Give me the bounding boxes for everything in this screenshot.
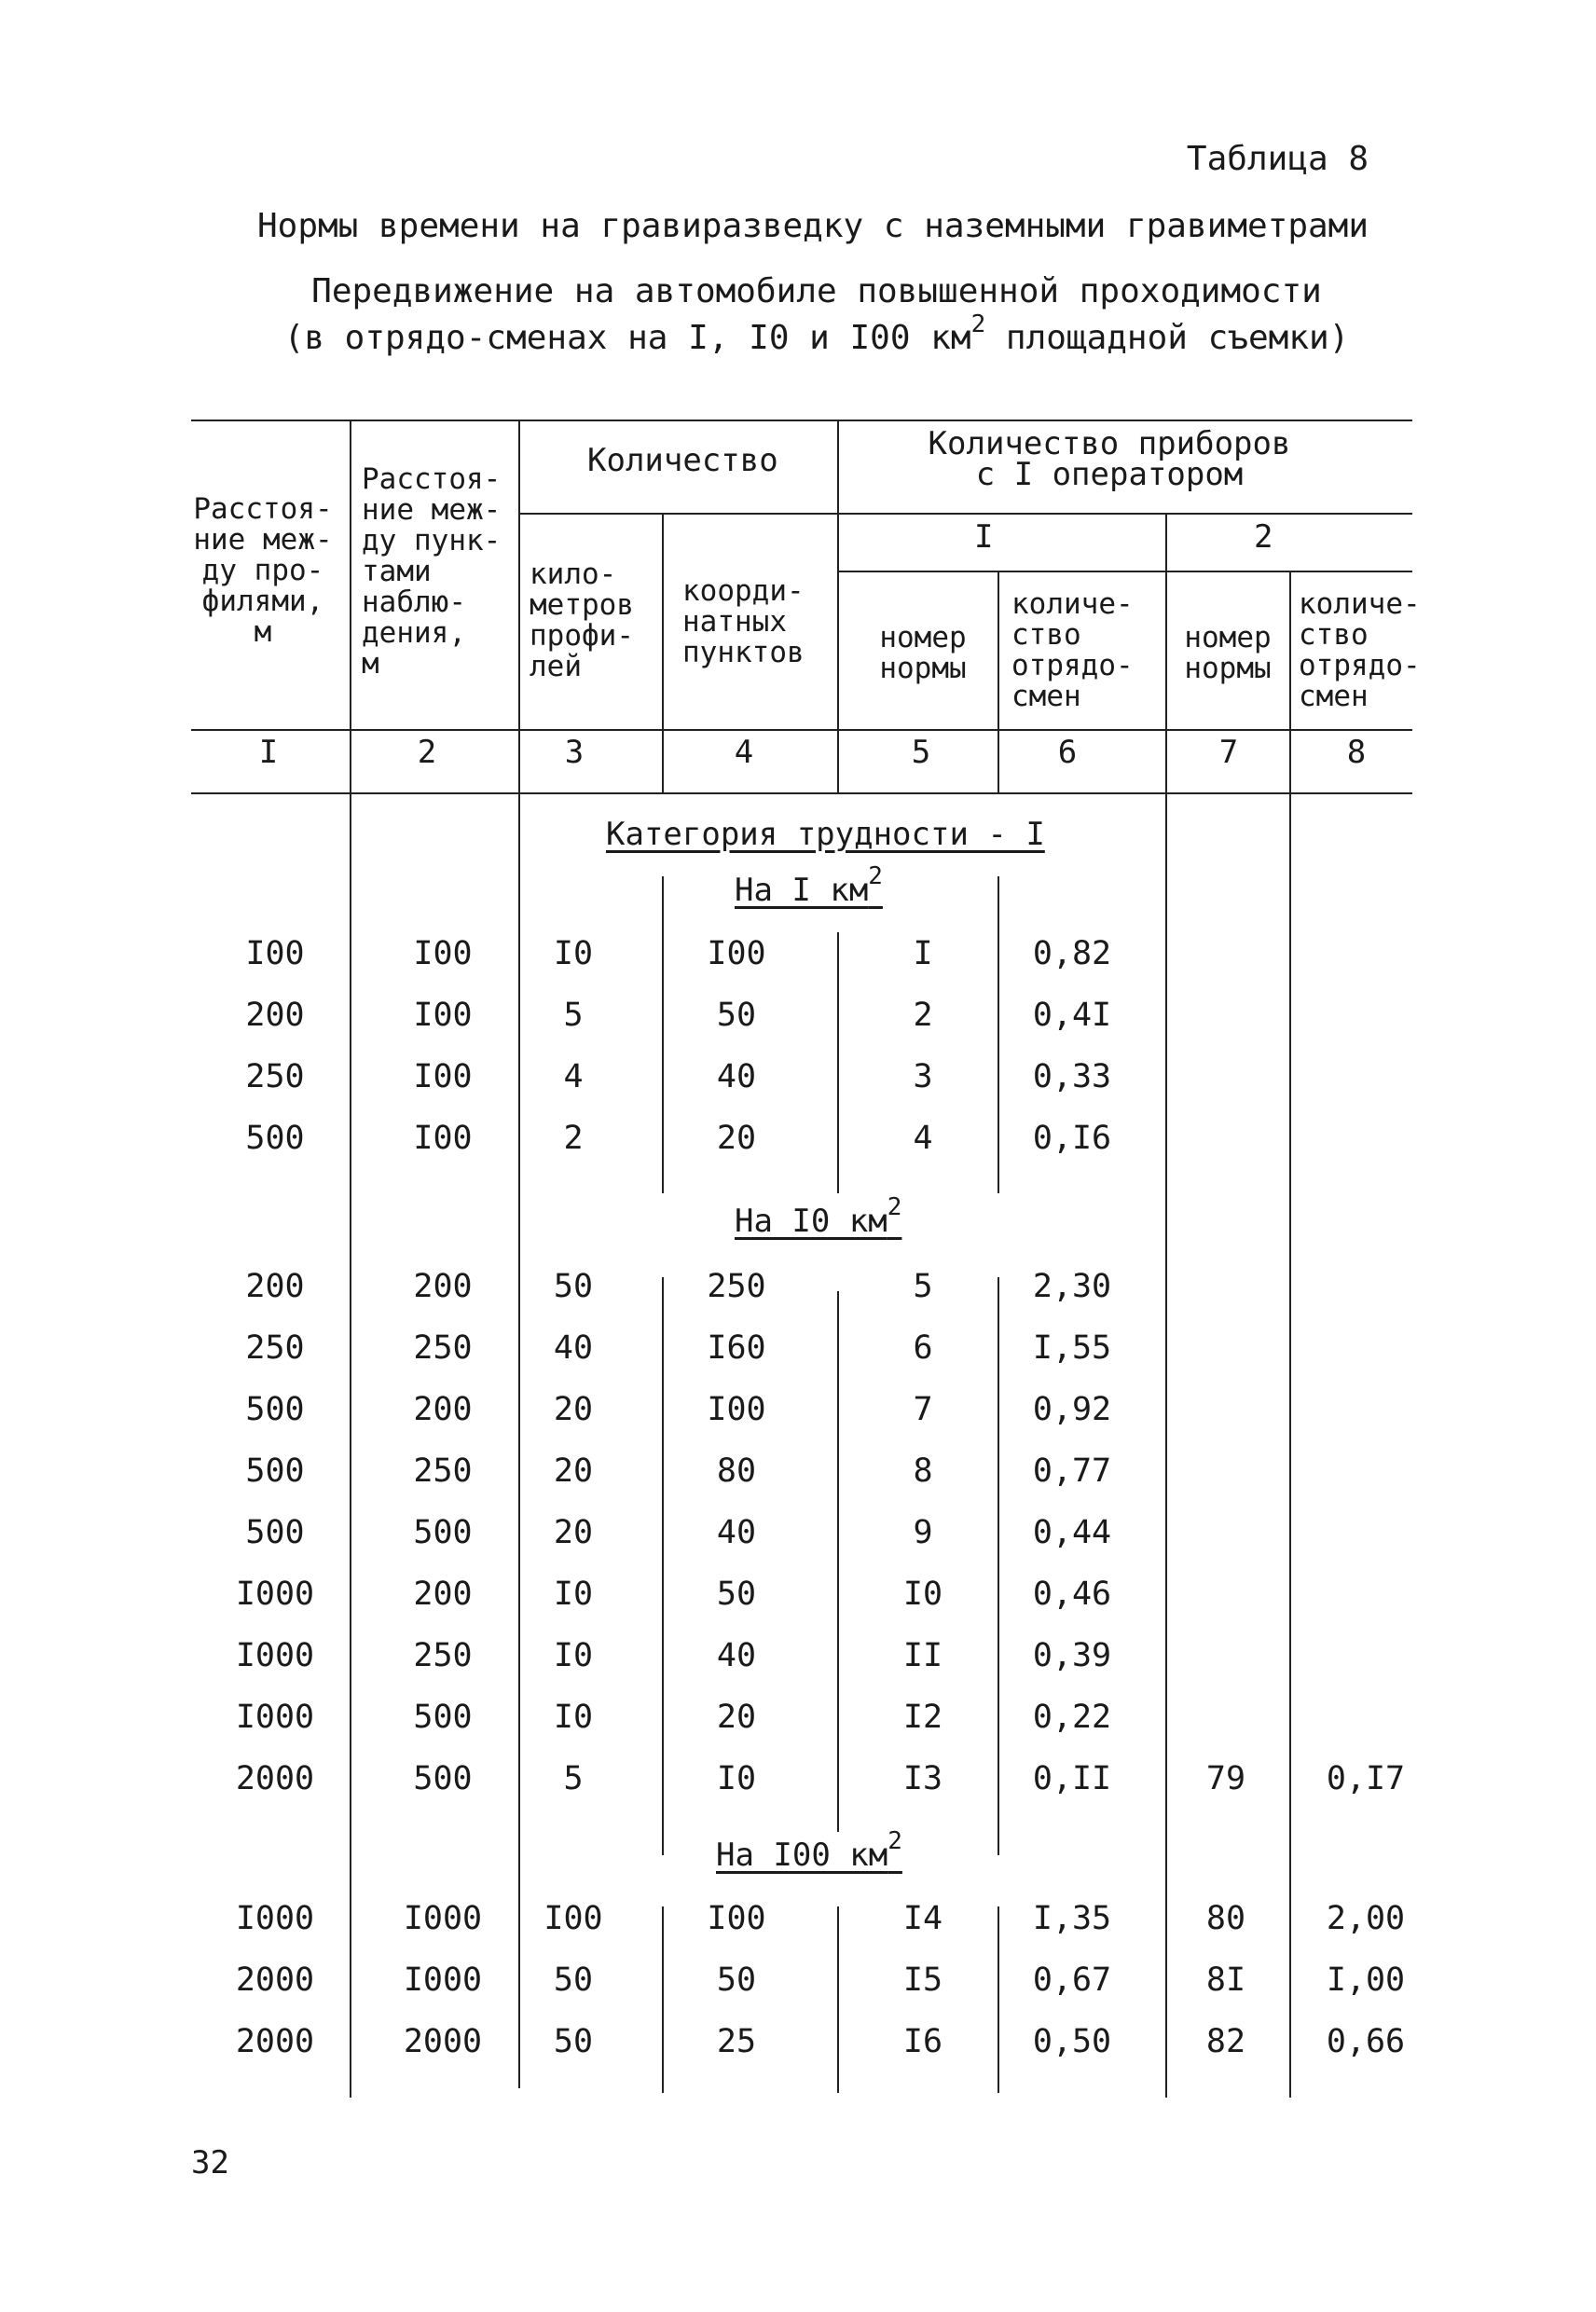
table-cell-col4: 40 <box>716 1514 757 1551</box>
header-col4-line: натных <box>682 605 787 639</box>
header-group1: I <box>974 518 994 556</box>
table-cell-col4: 250 <box>707 1268 766 1305</box>
table-subtitle-line2 <box>19 310 1596 357</box>
table-cell-col1: 2000 <box>235 1961 315 1999</box>
table-cell-col4: 80 <box>716 1452 757 1490</box>
section-label <box>735 862 883 909</box>
header-group2: 2 <box>1254 518 1273 556</box>
table-cell-col5: 6 <box>913 1329 933 1367</box>
table-cell-col6: 0,44 <box>1032 1514 1112 1551</box>
rule-v3-body3 <box>662 1906 664 2093</box>
table-cell-col3: 20 <box>553 1452 594 1490</box>
table-cell-col1: 500 <box>245 1514 305 1551</box>
table-cell-col2: 200 <box>413 1268 473 1305</box>
table-cell-col2: I000 <box>403 1900 483 1937</box>
header-col2-line: ду пунк- <box>362 524 502 557</box>
table-cell-col5: I4 <box>902 1900 943 1937</box>
rule-v4 <box>837 420 839 792</box>
rule-v5-body3 <box>998 1906 999 2093</box>
table-cell-col2: I000 <box>403 1961 483 1999</box>
rule-v4-body3 <box>837 1906 839 2093</box>
table-cell-col3: I00 <box>543 1900 603 1937</box>
column-number: 2 <box>417 734 437 771</box>
header-col6-line: ство <box>1011 618 1081 652</box>
table-cell-col1: 250 <box>245 1058 305 1095</box>
table-cell-col6: 0,50 <box>1032 2023 1112 2060</box>
header-col3-line: лей <box>530 650 582 683</box>
header-col2 <box>362 464 501 680</box>
rule-v4-body2 <box>837 1291 839 1832</box>
section-label-sup: 2 <box>887 1193 902 1221</box>
table-cell-col1: 500 <box>245 1391 305 1428</box>
table-label: Таблица 8 <box>1186 140 1369 178</box>
difficulty-category: Категория трудности - I <box>606 816 1045 853</box>
table-cell-col4: 40 <box>716 1058 757 1095</box>
table-cell-col2: 500 <box>413 1514 473 1551</box>
subtitle-sup: 2 <box>970 310 986 338</box>
table-cell-col1: 2000 <box>235 2023 315 2060</box>
header-col3-line: метров <box>530 588 634 622</box>
table-cell-col6: 0,33 <box>1032 1058 1112 1095</box>
section-label-text: На I00 км <box>716 1837 888 1874</box>
table-cell-col2: 250 <box>413 1452 473 1490</box>
rule-devices-sub <box>839 571 1412 572</box>
table-cell-col3: 50 <box>553 1961 594 1999</box>
rule-v5-body2 <box>998 1277 999 1855</box>
table-cell-col4: I00 <box>707 935 766 972</box>
table-cell-col3: 2 <box>563 1120 584 1157</box>
table-cell-col4: 50 <box>716 997 757 1034</box>
table-cell-col4: 20 <box>716 1120 757 1157</box>
table-cell-col4: 25 <box>716 2023 757 2060</box>
table-cell-col6: 0,4I <box>1032 997 1112 1034</box>
rule-v5-body1 <box>998 876 999 1193</box>
section-label-text: На I0 км <box>735 1203 887 1240</box>
table-cell-col5: 7 <box>913 1391 933 1428</box>
table-cell-col3: I0 <box>553 1576 594 1613</box>
table-cell-col8: 0,66 <box>1326 2023 1406 2060</box>
column-number: 6 <box>1057 734 1078 771</box>
table-cell-col7: 79 <box>1205 1760 1246 1797</box>
table-cell-col3: 5 <box>563 1760 584 1797</box>
table-cell-col5: 3 <box>913 1058 933 1095</box>
header-col3 <box>530 559 634 682</box>
table-cell-col6: 0,46 <box>1032 1576 1112 1613</box>
header-col8-line: отрядо- <box>1299 649 1421 682</box>
column-number: 8 <box>1346 734 1367 771</box>
table-cell-col1: 500 <box>245 1452 305 1490</box>
header-col1-line: филями, <box>201 585 324 618</box>
table-cell-col3: 40 <box>553 1329 594 1367</box>
table-cell-col7: 82 <box>1205 2023 1246 2060</box>
header-devices-line: с I оператором <box>975 456 1244 493</box>
table-cell-col3: 5 <box>563 997 584 1034</box>
table-cell-col6: I,55 <box>1032 1329 1112 1367</box>
table-cell-col2: I00 <box>413 997 473 1034</box>
table-cell-col5: II <box>902 1637 943 1674</box>
header-col8-line: количе- <box>1299 587 1421 621</box>
header-col4-line: пунктов <box>682 636 805 669</box>
table-cell-col1: 250 <box>245 1329 305 1367</box>
table-cell-col5: 5 <box>913 1268 933 1305</box>
table-cell-col4: 50 <box>716 1961 757 1999</box>
header-col5-line: нормы <box>879 652 967 685</box>
subtitle-post: площадной съемки) <box>985 319 1350 357</box>
section-label <box>716 1827 902 1874</box>
header-col7-line: нормы <box>1184 652 1272 685</box>
header-col8 <box>1299 589 1421 712</box>
rule-v6 <box>1165 513 1167 2098</box>
table-cell-col1: I000 <box>235 1637 315 1674</box>
table-cell-col3: 4 <box>563 1058 584 1095</box>
table-cell-col4: 20 <box>716 1699 757 1736</box>
column-number: 7 <box>1218 734 1239 771</box>
table-cell-col6: 0,22 <box>1032 1699 1112 1736</box>
table-cell-col5: 9 <box>913 1514 933 1551</box>
table-cell-col5: I5 <box>902 1961 943 1999</box>
table-cell-col5: 8 <box>913 1452 933 1490</box>
header-col1-line: ду про- <box>201 554 324 587</box>
table-cell-col1: I000 <box>235 1699 315 1736</box>
table-cell-col2: 250 <box>413 1637 473 1674</box>
table-cell-col5: I <box>913 935 933 972</box>
table-cell-col6: 0,67 <box>1032 1961 1112 1999</box>
header-col5 <box>872 623 974 684</box>
header-quantity: Количество <box>587 442 778 479</box>
table-cell-col6: 0,II <box>1032 1760 1112 1797</box>
table-cell-col2: 200 <box>413 1576 473 1613</box>
column-number: 5 <box>911 734 931 771</box>
header-col4-line: коорди- <box>682 574 805 608</box>
rule-header-bottom <box>191 729 1412 731</box>
section-label <box>735 1193 902 1240</box>
table-cell-col5: 4 <box>913 1120 933 1157</box>
column-number: 4 <box>734 734 754 771</box>
header-col2-line: м <box>362 647 379 681</box>
header-col6 <box>1011 589 1134 712</box>
rule-v4-body1 <box>837 932 839 1193</box>
header-col6-line: количе- <box>1011 587 1134 621</box>
table-cell-col1: 2000 <box>235 1760 315 1797</box>
rule-v3-body2 <box>662 1277 664 1855</box>
table-cell-col5: I3 <box>902 1760 943 1797</box>
table-cell-col6: 0,82 <box>1032 935 1112 972</box>
header-col7-line: номер <box>1184 621 1272 654</box>
table-cell-col4: I60 <box>707 1329 766 1367</box>
table-cell-col4: 50 <box>716 1576 757 1613</box>
rule-v1 <box>350 420 351 2098</box>
header-col1 <box>193 494 333 648</box>
table-cell-col2: I00 <box>413 1120 473 1157</box>
rule-colnum-bottom <box>191 792 1412 794</box>
table-cell-col6: 0,I6 <box>1032 1120 1112 1157</box>
table-cell-col2: I00 <box>413 935 473 972</box>
table-cell-col8: 2,00 <box>1326 1900 1406 1937</box>
header-col1-line: ние меж- <box>193 523 333 557</box>
table-cell-col1: I000 <box>235 1900 315 1937</box>
table-cell-col3: I0 <box>553 1637 594 1674</box>
table-cell-col1: I00 <box>245 935 305 972</box>
table-cell-col5: I2 <box>902 1699 943 1736</box>
table-cell-col3: I0 <box>553 1699 594 1736</box>
header-col3-line: профи- <box>530 619 634 653</box>
table-cell-col5: 2 <box>913 997 933 1034</box>
section-label-sup: 2 <box>868 862 883 890</box>
header-col2-line: Расстоя- <box>362 462 502 496</box>
header-col2-line: ние меж- <box>362 493 502 527</box>
header-col2-line: дения, <box>362 616 466 650</box>
rule-v3-body1 <box>662 876 664 1193</box>
header-col6-line: отрядо- <box>1011 649 1134 682</box>
subtitle-pre: (в отрядо-сменах на I, I0 и I00 км <box>283 319 971 357</box>
rule-v7 <box>1289 571 1291 2098</box>
table-cell-col4: I0 <box>716 1760 757 1797</box>
table-cell-col6: 0,39 <box>1032 1637 1112 1674</box>
table-cell-col1: 200 <box>245 997 305 1034</box>
table-cell-col6: 0,92 <box>1032 1391 1112 1428</box>
header-col5-line: номер <box>879 621 967 654</box>
header-col4 <box>682 576 805 668</box>
table-cell-col2: 2000 <box>403 2023 483 2060</box>
header-devices-line: Количество приборов <box>928 425 1291 462</box>
table-cell-col8: I,00 <box>1326 1961 1406 1999</box>
page-number: 32 <box>191 2144 229 2181</box>
table-cell-col2: 500 <box>413 1760 473 1797</box>
table-cell-col3: 50 <box>553 1268 594 1305</box>
table-title: Нормы времени на гравиразведку с наземными гравиметрами <box>256 207 1369 245</box>
table-cell-col4: I00 <box>707 1900 766 1937</box>
table-cell-col4: 40 <box>716 1637 757 1674</box>
table-cell-col3: 20 <box>553 1391 594 1428</box>
column-number: I <box>258 734 279 771</box>
table-cell-col1: 200 <box>245 1268 305 1305</box>
header-col7 <box>1176 623 1279 684</box>
table-cell-col6: I,35 <box>1032 1900 1112 1937</box>
table-cell-col2: 500 <box>413 1699 473 1736</box>
column-number: 3 <box>564 734 585 771</box>
table-cell-col1: I000 <box>235 1576 315 1613</box>
table-cell-col3: I0 <box>553 935 594 972</box>
table-cell-col4: I00 <box>707 1391 766 1428</box>
table-cell-col2: 200 <box>413 1391 473 1428</box>
table-cell-col7: 80 <box>1205 1900 1246 1937</box>
rule-v2 <box>518 420 520 2088</box>
table-cell-col3: 20 <box>553 1514 594 1551</box>
table-cell-col5: I0 <box>902 1576 943 1613</box>
header-devices <box>895 425 1324 493</box>
rule-top <box>191 420 1412 421</box>
table-cell-col6: 0,77 <box>1032 1452 1112 1490</box>
table-cell-col3: 50 <box>553 2023 594 2060</box>
table-cell-col8: 0,I7 <box>1326 1760 1406 1797</box>
header-col1-line: Расстоя- <box>193 492 333 526</box>
section-label-text: На I км <box>735 872 869 909</box>
header-col8-line: ство <box>1299 618 1369 652</box>
header-col2-line: наблю- <box>362 585 466 619</box>
section-label-sup: 2 <box>887 1827 902 1855</box>
table-cell-col6: 2,30 <box>1032 1268 1112 1305</box>
rule-quantity-sub <box>520 513 1412 515</box>
table-cell-col2: I00 <box>413 1058 473 1095</box>
table-cell-col2: 250 <box>413 1329 473 1367</box>
header-col6-line: смен <box>1011 680 1081 713</box>
header-col1-line: м <box>254 615 272 649</box>
header-col3-line: кило- <box>530 557 617 591</box>
header-col8-line: смен <box>1299 680 1369 713</box>
table-cell-col5: I6 <box>902 2023 943 2060</box>
rule-v3 <box>662 513 664 792</box>
table-cell-col1: 500 <box>245 1120 305 1157</box>
table-cell-col7: 8I <box>1205 1961 1246 1999</box>
table-subtitle-line1: Передвижение на автомобиле повышенной проходимости <box>311 272 1322 310</box>
header-col2-line: тами <box>362 555 432 588</box>
rule-v5 <box>998 571 999 792</box>
